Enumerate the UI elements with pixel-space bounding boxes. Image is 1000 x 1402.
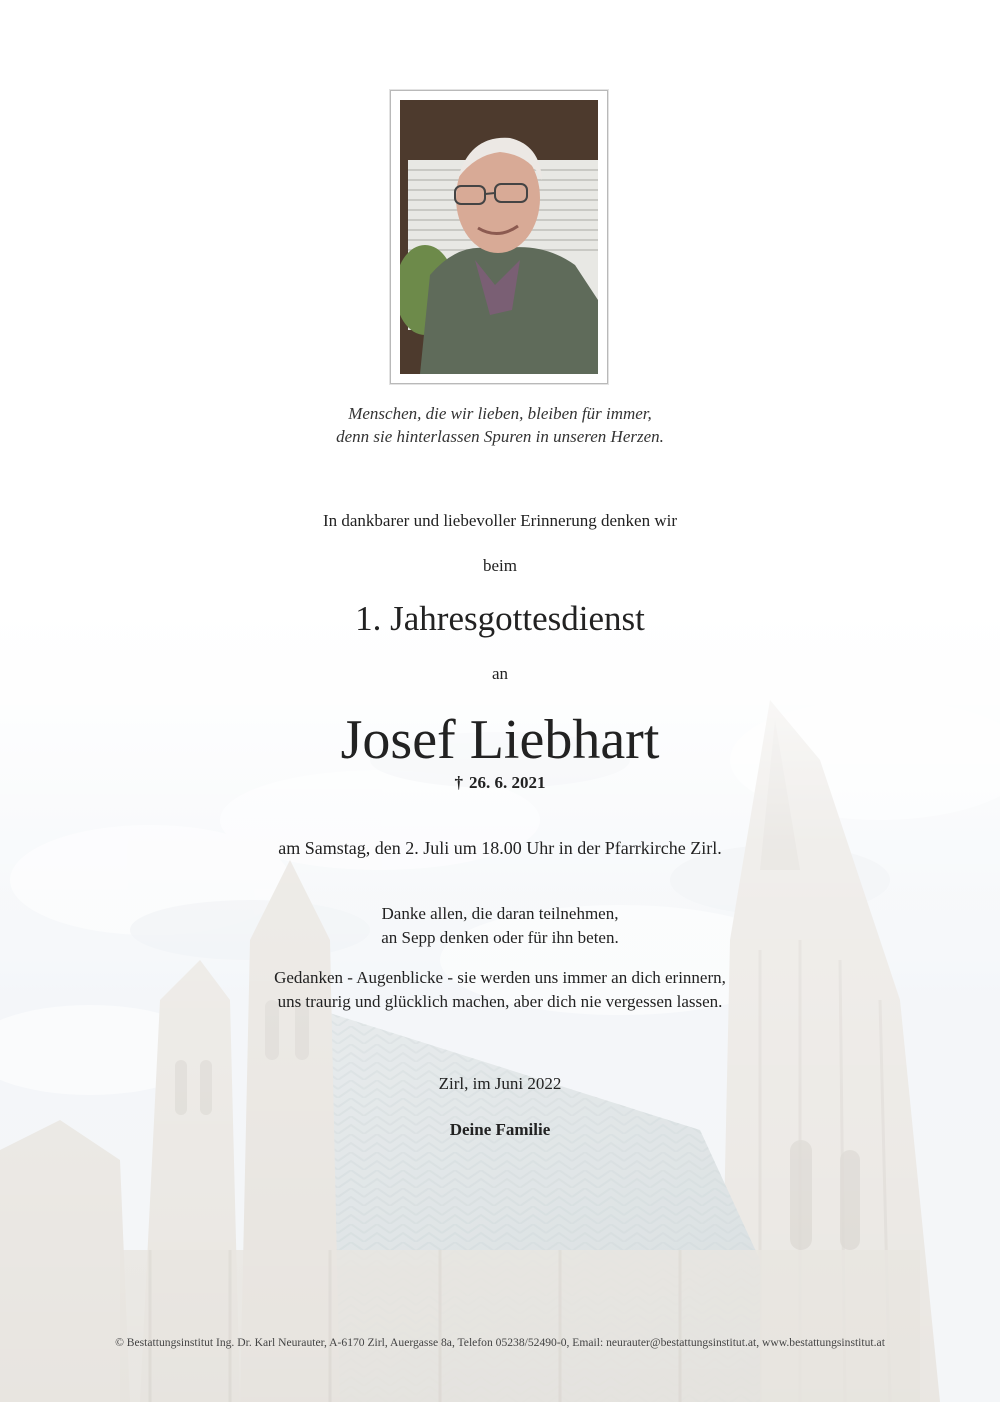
- thoughts-text: [0, 966, 1000, 1014]
- deceased-name: Josef Liebhart: [340, 709, 660, 771]
- thanks-line-1: Danke allen, die daran teilnehmen,: [381, 904, 619, 923]
- death-date-value: 26. 6. 2021: [469, 773, 546, 792]
- thanks-line-2: an Sepp denken oder für ihn beten.: [381, 928, 619, 947]
- portrait-photo-icon: [400, 100, 598, 374]
- memorial-quote: [0, 402, 1000, 448]
- death-date: [0, 771, 1000, 794]
- service-details: am Samstag, den 2. Juli um 18.00 Uhr in der Pfarrkirche Zirl.: [278, 838, 722, 858]
- thoughts-line-1: Gedanken - Augenblicke - sie werden uns immer an dich erinnern,: [274, 968, 726, 987]
- beim-text: beim: [483, 556, 517, 575]
- intro-text: In dankbarer und liebevoller Erinnerung denken wir: [322, 511, 678, 530]
- an-text: an: [491, 664, 509, 683]
- footer-imprint: © Bestattungsinstitut Ing. Dr. Karl Neurauter, A-6170 Zirl, Auergasse 8a, Telefon 05238/52490-0, Email: neurauter@bestattungsinstitut.at, www.bestattungsinstitut.at: [115, 1336, 885, 1349]
- event-title: 1. Jahresgottesdienst: [355, 599, 645, 638]
- signature: Deine Familie: [449, 1120, 551, 1139]
- photo-frame: [390, 90, 608, 384]
- quote-line-2: denn sie hinterlassen Spuren in unseren Herzen.: [336, 427, 664, 446]
- thanks-text: [0, 902, 1000, 950]
- quote-line-1: Menschen, die wir lieben, bleiben für immer,: [348, 404, 652, 423]
- thoughts-line-2: uns traurig und glücklich machen, aber dich nie vergessen lassen.: [277, 992, 723, 1011]
- place-date: Zirl, im Juni 2022: [438, 1074, 562, 1093]
- cross-icon: †: [454, 773, 463, 792]
